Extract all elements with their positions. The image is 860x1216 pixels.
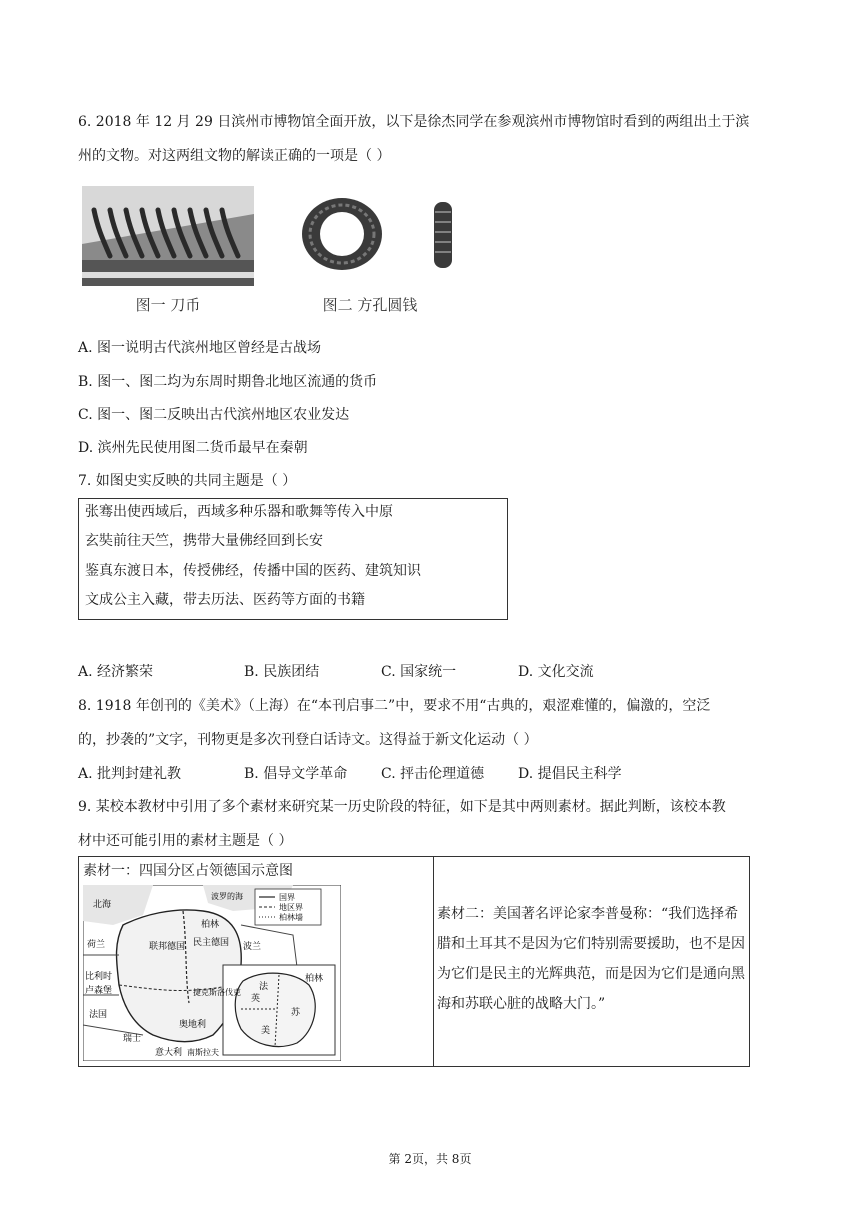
q7-box-line: 玄奘前往天竺，携带大量佛经回到长安 bbox=[85, 533, 323, 549]
label-netherlands: 荷兰 bbox=[87, 940, 106, 950]
q7-box-line: 文成公主入藏，带去历法、医药等方面的书籍 bbox=[85, 592, 365, 608]
q8-stem-line2: 的，抄袭的”文字，刊物更是多次刊登白话诗文。这得益于新文化运动（ ） bbox=[78, 732, 538, 748]
label-zone-british: 英 bbox=[251, 994, 261, 1004]
label-france: 法国 bbox=[89, 1010, 108, 1020]
label-north-sea: 北海 bbox=[93, 900, 112, 910]
label-poland: 波兰 bbox=[243, 942, 262, 952]
label-switzerland: 瑞士 bbox=[123, 1034, 142, 1044]
label-yugoslavia: 南斯拉夫 bbox=[187, 1048, 219, 1057]
q9-material-table bbox=[78, 856, 750, 1067]
q6-stem-line1: 6. 2018 年 12 月 29 日滨州市博物馆全面开放，以下是徐杰同学在参观滨州市博物馆时看到的两组出土于滨 bbox=[78, 114, 750, 130]
label-luxembourg: 卢森堡 bbox=[85, 986, 113, 996]
q7-option-b[interactable]: B. 民族团结 bbox=[244, 664, 320, 680]
q7-box-line: 张骞出使西域后，西域多种乐器和歌舞等传入中原 bbox=[85, 504, 393, 520]
q6-figures bbox=[80, 184, 460, 324]
label-italy: 意大利 bbox=[155, 1048, 183, 1058]
legend-national-border: 国界 bbox=[279, 893, 295, 902]
q6-option-a[interactable]: A. 图一说明古代滨州地区曾经是古战场 bbox=[78, 340, 322, 356]
q8-option-a[interactable]: A. 批判封建礼教 bbox=[78, 766, 182, 782]
q6-option-d[interactable]: D. 滨州先民使用图二货币最早在秦朝 bbox=[78, 440, 308, 456]
q7-option-d[interactable]: D. 文化交流 bbox=[518, 664, 594, 680]
q6-option-c[interactable]: C. 图一、图二反映出古代滨州地区农业发达 bbox=[78, 407, 350, 423]
q7-option-a[interactable]: A. 经济繁荣 bbox=[78, 664, 154, 680]
germany-occupation-map bbox=[83, 885, 341, 1061]
q7-option-c[interactable]: C. 国家统一 bbox=[381, 664, 457, 680]
label-austria: 奥地利 bbox=[179, 1020, 207, 1030]
label-czech: 捷克斯洛伐克 bbox=[193, 988, 241, 997]
material1-title: 素材一：四国分区占领德国示意图 bbox=[83, 863, 293, 879]
fig1-caption: 图一 刀币 bbox=[135, 296, 201, 314]
round-coin-figure bbox=[302, 198, 452, 270]
q6-option-b[interactable]: B. 图一、图二均为东周时期鲁北地区流通的货币 bbox=[78, 374, 378, 390]
page-footer: 第 2页，共 8页 bbox=[388, 1152, 472, 1166]
label-zone-fr: 法 bbox=[259, 982, 269, 992]
label-baltic: 波罗的海 bbox=[211, 892, 243, 901]
label-democratic: 民主德国 bbox=[193, 938, 230, 948]
label-zone-su: 苏 bbox=[291, 1008, 301, 1018]
label-berlin-inset: 柏林 bbox=[305, 974, 324, 984]
label-zone-us: 美 bbox=[261, 1026, 271, 1036]
knife-coin-figure bbox=[82, 186, 254, 286]
q9-stem-line2: 材中还可能引用的素材主题是（ ） bbox=[78, 833, 293, 849]
label-berlin: 柏林 bbox=[201, 920, 220, 930]
label-belgium: 比利时 bbox=[85, 972, 113, 982]
q8-option-c[interactable]: C. 抨击伦理道德 bbox=[381, 766, 485, 782]
legend-berlin-wall: 柏林墙 bbox=[279, 913, 303, 922]
material2-text: 素材二：美国著名评论家李普曼称：“我们选择希腊和土耳其不是因为它们特别需要援助，也不是因为它们是民主的光辉典范，而是因为它们是通向黑海和苏联心脏的战略大门。” bbox=[437, 906, 745, 1012]
q7-material-box bbox=[78, 498, 508, 620]
q6-stem-line2: 州的文物。对这两组文物的解读正确的一项是（ ） bbox=[78, 148, 391, 164]
q9-stem-line1: 9. 某校本教材中引用了多个素材来研究某一历史阶段的特征，如下是其中两则素材。据此判断，该校本教 bbox=[78, 799, 726, 815]
label-federal: 联邦德国 bbox=[149, 942, 186, 952]
legend-region-border: 地区界 bbox=[279, 903, 303, 912]
q8-option-d[interactable]: D. 提倡民主科学 bbox=[518, 766, 622, 782]
fig2-caption: 图二 方孔圆钱 bbox=[322, 296, 418, 314]
table-divider bbox=[433, 857, 434, 1066]
q7-box-line: 鉴真东渡日本，传授佛经，传播中国的医药、建筑知识 bbox=[85, 563, 421, 579]
q8-option-b[interactable]: B. 倡导文学革命 bbox=[244, 766, 348, 782]
q8-stem-line1: 8. 1918 年创刊的《美术》（上海）在“本刊启事二”中，要求不用“古典的，艰涩难懂的，偏激的，空泛 bbox=[78, 698, 711, 714]
q7-stem: 7. 如图史实反映的共同主题是（ ） bbox=[78, 473, 297, 489]
